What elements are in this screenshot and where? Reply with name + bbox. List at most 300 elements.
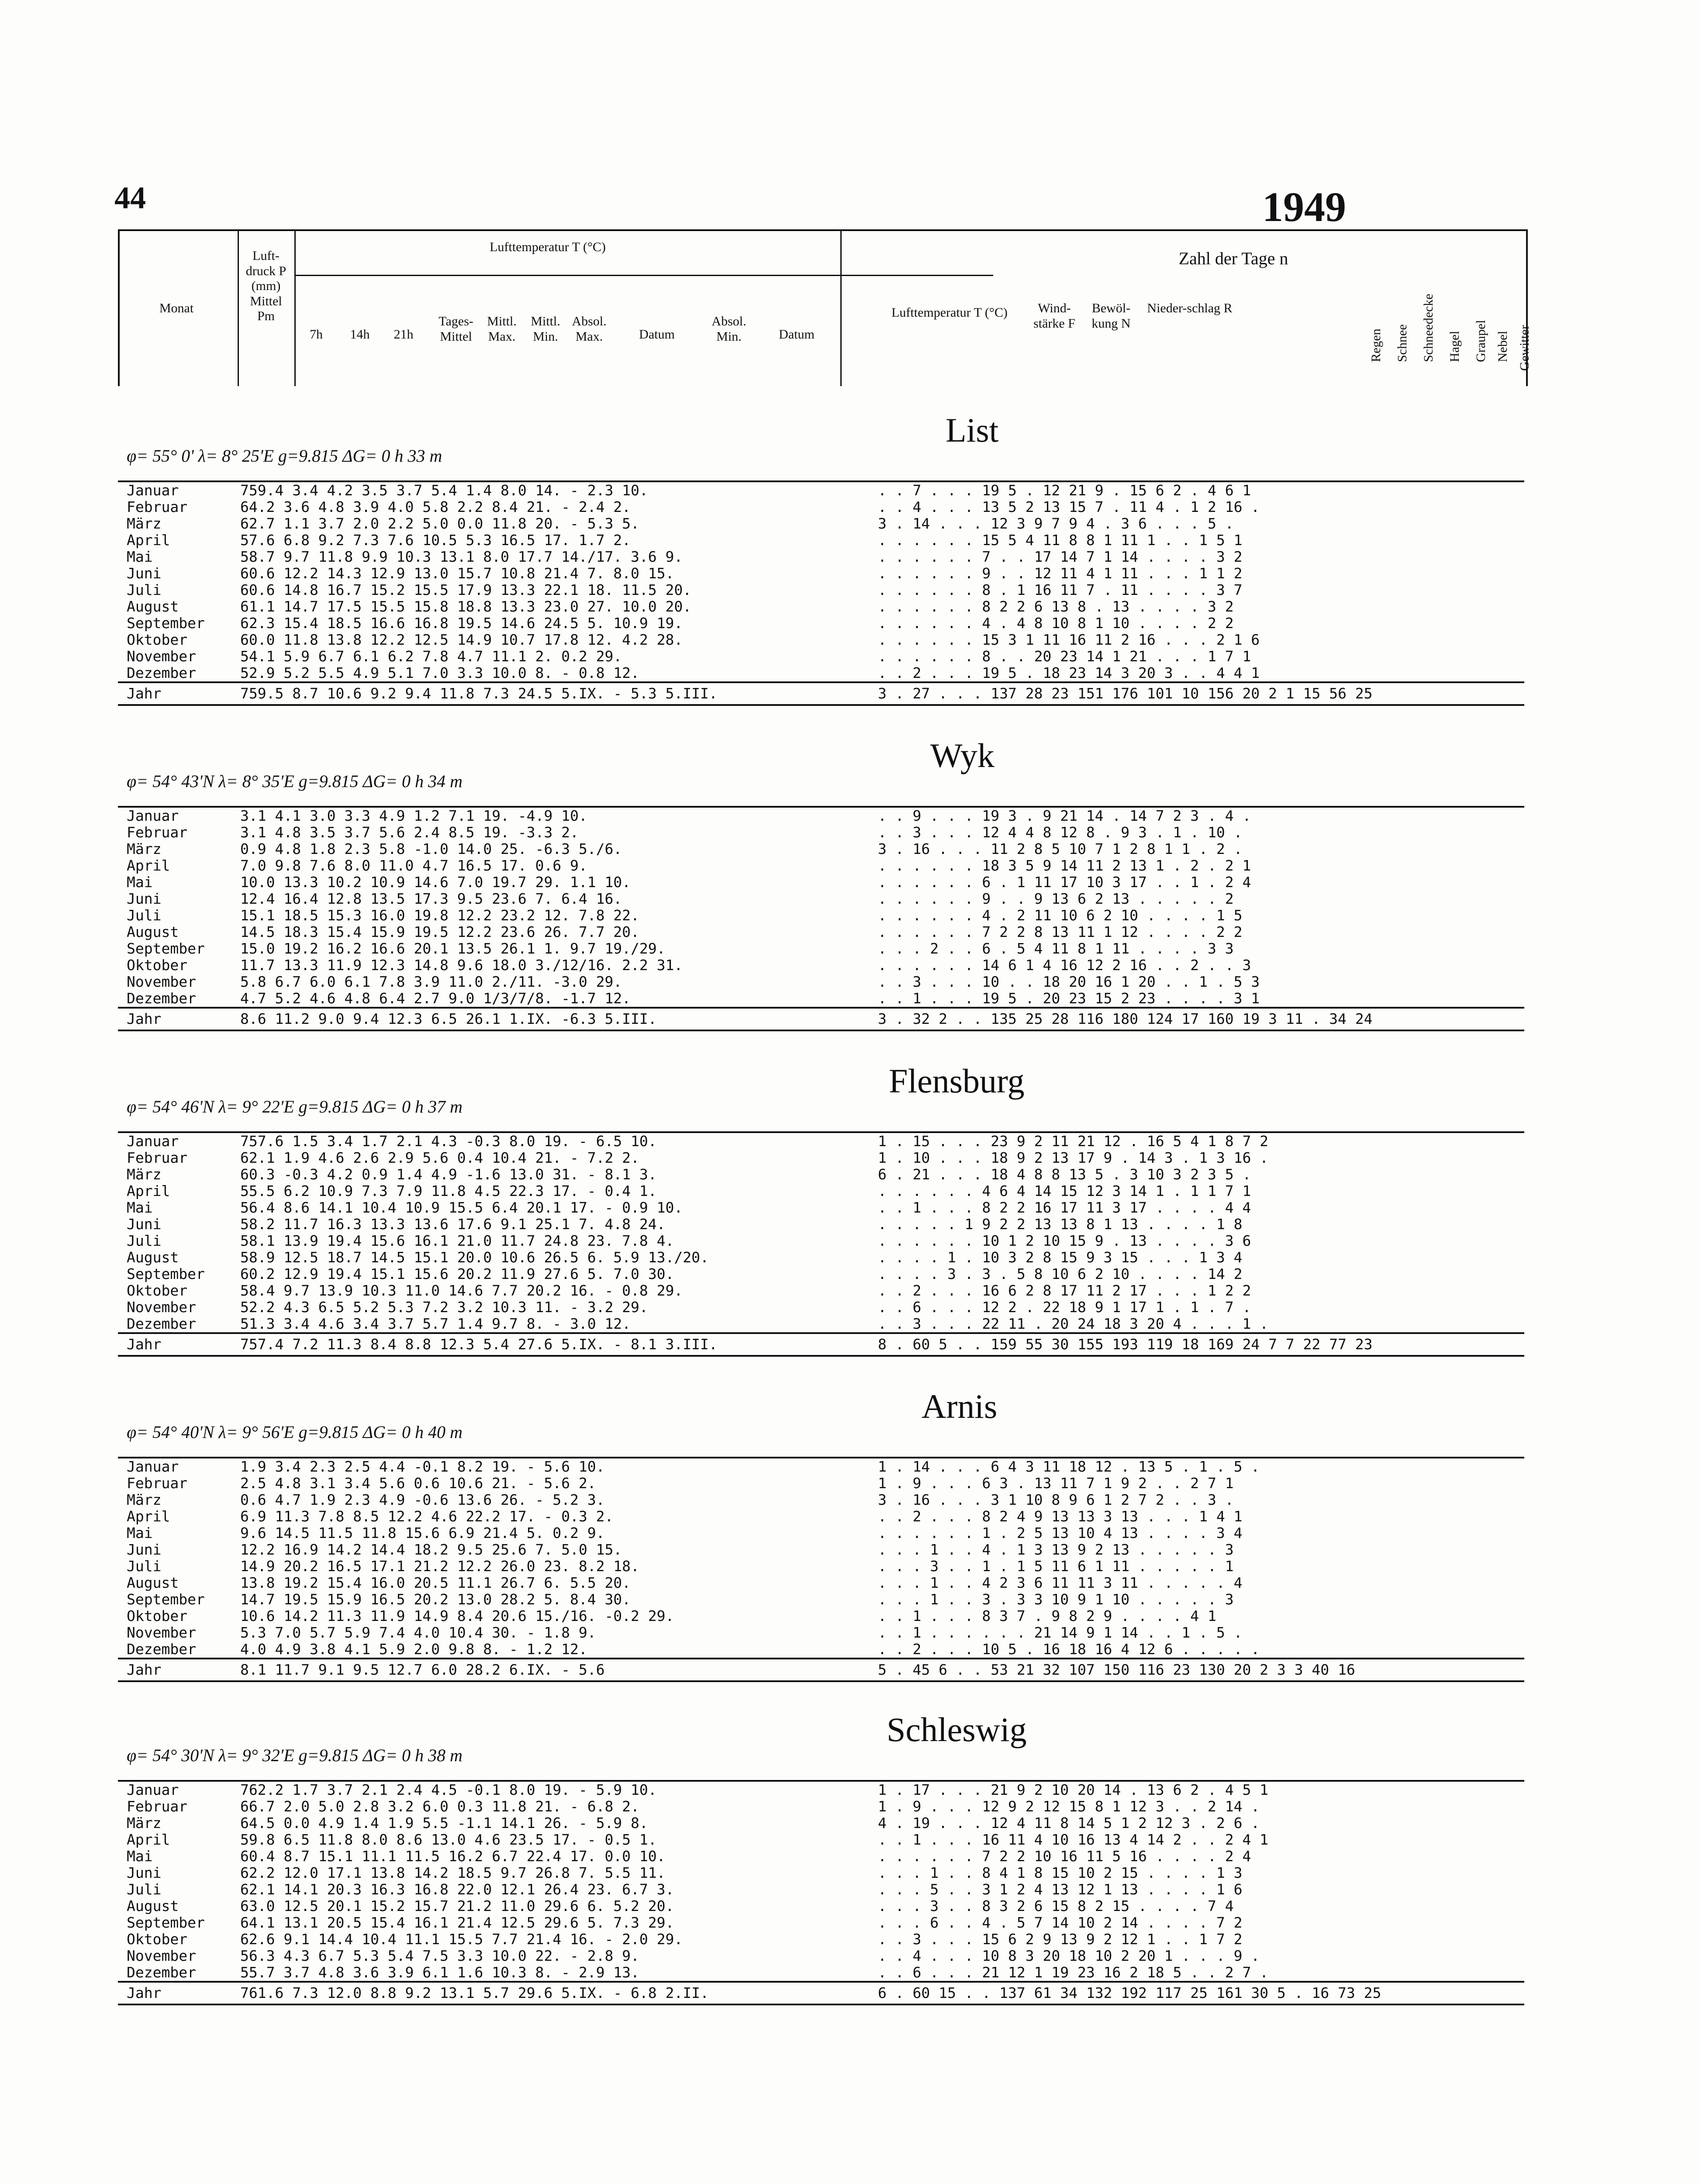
header-bewoelkung: Bewöl-kung N xyxy=(1091,301,1131,331)
station-table xyxy=(118,1457,1524,1682)
table-row xyxy=(118,532,1524,549)
temperature-values: 60.6 12.2 14.3 12.9 13.0 15.7 10.8 21.4 7. 8.0 15. xyxy=(240,565,674,582)
month-label: März xyxy=(127,1166,162,1183)
temperature-values: 63.0 12.5 20.1 15.2 15.7 21.2 11.0 29.6 6. 5.2 20. xyxy=(240,1897,674,1914)
temperature-values: 55.7 3.7 4.8 3.6 3.9 6.1 1.6 10.3 8. - 2.9 13. xyxy=(240,1964,639,1981)
day-counts: . . 2 . . . 16 6 2 8 17 11 2 17 . . . 1 2 2 xyxy=(878,1282,1251,1299)
temperature-values: 54.1 5.9 6.7 6.1 6.2 7.8 4.7 11.1 2. 0.2 29. xyxy=(240,648,622,665)
station-name: Wyk xyxy=(930,736,995,774)
temperature-values: 12.2 16.9 14.2 14.4 18.2 9.5 25.6 7. 5.0 15. xyxy=(240,1541,622,1558)
day-counts: . . 9 . . . 19 3 . 9 21 14 . 14 7 2 3 . 4 . xyxy=(878,807,1251,824)
month-label: Juli xyxy=(127,1232,162,1249)
month-label: Januar xyxy=(127,1781,179,1798)
month-label: Dezember xyxy=(127,1641,196,1658)
station-coordinates: φ= 55° 0' λ= 8° 25'E g=9.815 ΔG= 0 h 33 m xyxy=(127,446,442,466)
temperature-values: 60.3 -0.3 4.2 0.9 1.4 4.9 -1.6 13.0 31. - 8.1 3. xyxy=(240,1166,657,1183)
table-row xyxy=(118,1458,1524,1475)
month-label: Mai xyxy=(127,1524,153,1541)
month-label: Dezember xyxy=(127,1964,196,1981)
month-label: März xyxy=(127,840,162,857)
temperature-values: 8.1 11.7 9.1 9.5 12.7 6.0 28.2 6.IX. - 5.6 xyxy=(240,1661,605,1678)
table-row xyxy=(118,874,1524,891)
table-row xyxy=(118,515,1524,532)
month-label: Dezember xyxy=(127,1315,196,1332)
table-row xyxy=(118,924,1524,940)
temperature-values: 761.6 7.3 12.0 8.8 9.2 13.1 5.7 29.6 5.IX. - 6.8 2.II. xyxy=(240,1984,709,2001)
month-label: Juli xyxy=(127,1558,162,1575)
temperature-values: 15.0 19.2 16.2 16.6 20.1 13.5 26.1 1. 9.7 19./29. xyxy=(240,940,666,957)
temperature-values: 11.7 13.3 11.9 12.3 14.8 9.6 18.0 3./12/16. 2.2 31. xyxy=(240,957,683,974)
temperature-values: 4.0 4.9 3.8 4.1 5.9 2.0 9.8 8. - 1.2 12. xyxy=(240,1641,587,1658)
table-row xyxy=(118,1199,1524,1216)
temperature-values: 3.1 4.8 3.5 3.7 5.6 2.4 8.5 19. -3.3 2. xyxy=(240,824,579,841)
header-7h: 7h xyxy=(310,327,323,342)
table-row xyxy=(118,1216,1524,1233)
table-row xyxy=(118,482,1524,499)
month-label: Oktober xyxy=(127,1282,188,1299)
table-row xyxy=(118,1316,1524,1332)
temperature-values: 60.4 8.7 15.1 11.1 11.5 16.2 6.7 22.4 17. 0.0 10. xyxy=(240,1848,666,1865)
month-label: Februar xyxy=(127,1475,188,1492)
temperature-values: 8.6 11.2 9.0 9.4 12.3 6.5 26.1 1.IX. -6.3 5.III. xyxy=(240,1010,657,1027)
day-counts: . . . 5 . . 3 1 2 4 13 12 1 13 . . . . 1 6 xyxy=(878,1881,1243,1898)
temperature-values: 14.9 20.2 16.5 17.1 21.2 12.2 26.0 23. 8.2 18. xyxy=(240,1558,639,1575)
station-coordinates: φ= 54° 40'N λ= 9° 56'E g=9.815 ΔG= 0 h 40 m xyxy=(127,1422,463,1442)
month-label: Oktober xyxy=(127,1607,188,1624)
day-counts: . . . . . . 1 . 2 5 13 10 4 13 . . . . 3 4 xyxy=(878,1524,1243,1541)
month-label: März xyxy=(127,1814,162,1832)
day-counts: . . . . . . 8 . . 20 23 14 1 21 . . . 1 7 1 xyxy=(878,648,1251,665)
header-hagel: Hagel xyxy=(1447,331,1462,362)
temperature-values: 60.2 12.9 19.4 15.1 15.6 20.2 11.9 27.6 5. 7.0 30. xyxy=(240,1265,674,1282)
day-counts: 3 . 16 . . . 3 1 10 8 9 6 1 2 7 2 . . 3 . xyxy=(878,1491,1234,1508)
day-counts: . . 1 . . . 8 3 7 . 9 8 2 9 . . . . 4 1 xyxy=(878,1607,1216,1624)
day-counts: . . 1 . . . 19 5 . 20 23 15 2 23 . . . . 3 1 xyxy=(878,990,1260,1007)
station-coordinates: φ= 54° 30'N λ= 9° 32'E g=9.815 ΔG= 0 h 38 m xyxy=(127,1745,463,1765)
day-counts: . . . . . . 7 2 2 8 13 11 1 12 . . . . 2 2 xyxy=(878,923,1243,940)
month-label: September xyxy=(127,940,205,957)
station-table xyxy=(118,480,1524,706)
table-row xyxy=(118,957,1524,974)
day-counts: . . . . 1 . 10 3 2 8 15 9 3 15 . . . 1 3 4 xyxy=(878,1249,1243,1266)
temperature-values: 10.6 14.2 11.3 11.9 14.9 8.4 20.6 15./16. -0.2 29. xyxy=(240,1607,674,1624)
month-label: März xyxy=(127,1491,162,1508)
month-label: April xyxy=(127,1831,170,1848)
table-row xyxy=(118,1150,1524,1166)
table-row xyxy=(118,824,1524,841)
temperature-values: 0.9 4.8 1.8 2.3 5.8 -1.0 14.0 25. -6.3 5./6. xyxy=(240,840,622,857)
year-row xyxy=(118,1658,1524,1682)
table-row xyxy=(118,1475,1524,1492)
day-counts: . . 6 . . . 12 2 . 22 18 9 1 17 1 . 1 . 7 . xyxy=(878,1299,1251,1316)
header-lufttemperatur: Lufttemperatur T (°C) xyxy=(490,240,606,254)
month-label: Dezember xyxy=(127,664,196,681)
table-row xyxy=(118,632,1524,648)
table-row xyxy=(118,615,1524,632)
temperature-values: 62.2 12.0 17.1 13.8 14.2 18.5 9.7 26.8 7. 5.5 11. xyxy=(240,1864,666,1881)
month-label: April xyxy=(127,857,170,874)
day-counts: . . . . . . 10 1 2 10 15 9 . 13 . . . . 3 6 xyxy=(878,1232,1251,1249)
station-name: List xyxy=(946,411,999,449)
day-counts: . . 1 . . . . . . 21 14 9 1 14 . . 1 . 5 . xyxy=(878,1624,1243,1641)
month-label: Oktober xyxy=(127,631,188,648)
day-counts: . . . . . . 18 3 5 9 14 11 2 13 1 . 2 . 2 1 xyxy=(878,857,1251,874)
header-absol-min: Absol. Min. xyxy=(711,314,746,344)
temperature-values: 1.9 3.4 2.3 2.5 4.4 -0.1 8.2 19. - 5.6 10. xyxy=(240,1458,605,1475)
day-counts: 3 . 16 . . . 11 2 8 5 10 7 1 2 8 1 1 . 2 . xyxy=(878,840,1243,857)
table-row xyxy=(118,1233,1524,1249)
day-counts: . . . 1 . . 3 . 3 3 10 9 1 10 . . . . . 3 xyxy=(878,1591,1234,1608)
table-row xyxy=(118,990,1524,1007)
day-counts: 3 . 27 . . . 137 28 23 151 176 101 10 156 20 2 1 15 56 25 xyxy=(878,685,1373,702)
table-row xyxy=(118,841,1524,857)
temperature-values: 7.0 9.8 7.6 8.0 11.0 4.7 16.5 17. 0.6 9. xyxy=(240,857,587,874)
month-label: August xyxy=(127,1249,179,1266)
temperature-values: 4.7 5.2 4.6 4.8 6.4 2.7 9.0 1/3/7/8. -1.7 12. xyxy=(240,990,631,1007)
station-coordinates: φ= 54° 43'N λ= 8° 35'E g=9.815 ΔG= 0 h 34 m xyxy=(127,771,463,791)
station-name: Flensburg xyxy=(889,1062,1025,1100)
day-counts: . . 1 . . . 8 2 2 16 17 11 3 17 . . . . 4 4 xyxy=(878,1199,1251,1216)
month-label: Jahr xyxy=(127,1010,162,1027)
temperature-values: 759.5 8.7 10.6 9.2 9.4 11.8 7.3 24.5 5.IX. - 5.3 5.III. xyxy=(240,685,718,702)
table-row xyxy=(118,1881,1524,1898)
month-label: November xyxy=(127,973,196,990)
table-row xyxy=(118,549,1524,565)
table-row xyxy=(118,499,1524,515)
table-row xyxy=(118,565,1524,582)
table-row xyxy=(118,665,1524,681)
table-row xyxy=(118,940,1524,957)
month-label: Juni xyxy=(127,1216,162,1233)
day-counts: . . . . 3 . 3 . 5 8 10 6 2 10 . . . . 14 2 xyxy=(878,1265,1243,1282)
temperature-values: 757.6 1.5 3.4 1.7 2.1 4.3 -0.3 8.0 19. - 6.5 10. xyxy=(240,1133,657,1150)
day-counts: . . 4 . . . 13 5 2 13 15 7 . 11 4 . 1 2 16 . xyxy=(878,498,1260,515)
month-label: Jahr xyxy=(127,685,162,702)
temperature-values: 62.6 9.1 14.4 10.4 11.1 15.5 7.7 21.4 16. - 2.0 29. xyxy=(240,1931,683,1948)
day-counts: 1 . 10 . . . 18 9 2 13 17 9 . 14 3 . 1 3 16 . xyxy=(878,1149,1269,1166)
table-row xyxy=(118,1815,1524,1832)
day-counts: 4 . 19 . . . 12 4 11 8 14 5 1 2 12 3 . 2 6 . xyxy=(878,1814,1260,1832)
header-monat: Monat xyxy=(159,301,194,315)
temperature-values: 58.1 13.9 19.4 15.6 16.1 21.0 11.7 24.8 23. 7.8 4. xyxy=(240,1232,674,1249)
table-row xyxy=(118,891,1524,907)
table-row xyxy=(118,1492,1524,1508)
month-label: Februar xyxy=(127,498,188,515)
day-counts: . . . . . . 6 . 1 11 17 10 3 17 . . 1 . 2 4 xyxy=(878,874,1251,891)
header-absol-max: Absol. Max. xyxy=(572,314,607,344)
month-label: Juli xyxy=(127,1881,162,1898)
day-counts: . . 7 . . . 19 5 . 12 21 9 . 15 6 2 . 4 6 1 xyxy=(878,482,1251,499)
table-row xyxy=(118,1914,1524,1931)
header-windstaerke: Wind-stärke F xyxy=(1033,301,1075,331)
table-row xyxy=(118,582,1524,598)
header-graupel: Graupel xyxy=(1474,320,1488,362)
month-label: Januar xyxy=(127,1458,179,1475)
month-label: September xyxy=(127,1265,205,1282)
day-counts: . . . 3 . . 8 3 2 6 15 8 2 15 . . . . 7 4 xyxy=(878,1897,1234,1914)
header-21h: 21h xyxy=(394,327,414,342)
table-row xyxy=(118,1558,1524,1575)
temperature-values: 5.8 6.7 6.0 6.1 7.8 3.9 11.0 2./11. -3.0 29. xyxy=(240,973,622,990)
header-luftdruck: Luft-druck P (mm) Mittel Pm xyxy=(245,249,287,323)
day-counts: . . . . . . 4 . 4 8 10 8 1 10 . . . . 2 2 xyxy=(878,615,1234,632)
header-nebel: Nebel xyxy=(1495,331,1510,362)
year-row xyxy=(118,681,1524,706)
header-zahl-der-tage: Zahl der Tage n xyxy=(1178,249,1288,268)
day-counts: . . 1 . . . 16 11 4 10 16 13 4 14 2 . . 2 4 1 xyxy=(878,1831,1269,1848)
table-row xyxy=(118,974,1524,990)
day-counts: . . 2 . . . 8 2 4 9 13 13 3 13 . . . 1 4 1 xyxy=(878,1508,1243,1525)
temperature-values: 58.9 12.5 18.7 14.5 15.1 20.0 10.6 26.5 6. 5.9 13./20. xyxy=(240,1249,709,1266)
temperature-values: 14.7 19.5 15.9 16.5 20.2 13.0 28.2 5. 8.4 30. xyxy=(240,1591,631,1608)
day-counts: . . . . . . 14 6 1 4 16 12 2 16 . . 2 . . 3 xyxy=(878,957,1251,974)
header-mittl-max: Mittl. Max. xyxy=(487,314,517,344)
header-gewitter: Gewitter xyxy=(1517,325,1532,371)
year-row xyxy=(118,1007,1524,1031)
day-counts: 1 . 9 . . . 12 9 2 12 15 8 1 12 3 . . 2 14 . xyxy=(878,1798,1260,1815)
temperature-values: 12.4 16.4 12.8 13.5 17.3 9.5 23.6 7. 6.4 16. xyxy=(240,890,622,907)
day-counts: . . . . . 1 9 2 2 13 13 8 1 13 . . . . 1 8 xyxy=(878,1216,1243,1233)
month-label: Oktober xyxy=(127,957,188,974)
table-row xyxy=(118,1624,1524,1641)
temperature-values: 759.4 3.4 4.2 3.5 3.7 5.4 1.4 8.0 14. - 2.3 10. xyxy=(240,482,648,499)
month-label: Jahr xyxy=(127,1984,162,2001)
station-name: Schleswig xyxy=(887,1711,1027,1749)
station-table xyxy=(118,806,1524,1031)
header-lt-sub: Lufttemperatur T (°C) xyxy=(891,305,1008,320)
day-counts: . . . . . . 8 . 1 16 11 7 . 11 . . . . 3 7 xyxy=(878,581,1243,598)
month-label: August xyxy=(127,923,179,940)
temperature-values: 58.2 11.7 16.3 13.3 13.6 17.6 9.1 25.1 7. 4.8 24. xyxy=(240,1216,666,1233)
month-label: Mai xyxy=(127,874,153,891)
day-counts: . . . . . . 4 6 4 14 15 12 3 14 1 . 1 1 7 1 xyxy=(878,1182,1251,1199)
temperature-values: 55.5 6.2 10.9 7.3 7.9 11.8 4.5 22.3 17. - 0.4 1. xyxy=(240,1182,657,1199)
day-counts: . . . . . . 7 2 2 10 16 11 5 16 . . . . 2 4 xyxy=(878,1848,1251,1865)
temperature-values: 757.4 7.2 11.3 8.4 8.8 12.3 5.4 27.6 5.IX. - 8.1 3.III. xyxy=(240,1336,718,1353)
table-row xyxy=(118,1948,1524,1964)
table-row xyxy=(118,1575,1524,1591)
table-row xyxy=(118,1591,1524,1608)
temperature-values: 6.9 11.3 7.8 8.5 12.2 4.6 22.2 17. - 0.3 2. xyxy=(240,1508,614,1525)
header-mittl-min: Mittl. Min. xyxy=(531,314,560,344)
day-counts: 1 . 17 . . . 21 9 2 10 20 14 . 13 6 2 . 4 5 1 xyxy=(878,1781,1269,1798)
temperature-values: 59.8 6.5 11.8 8.0 8.6 13.0 4.6 23.5 17. - 0.5 1. xyxy=(240,1831,657,1848)
day-counts: . . . . . . 9 . . 9 13 6 2 13 . . . . . 2 xyxy=(878,890,1234,907)
temperature-values: 64.2 3.6 4.8 3.9 4.0 5.8 2.2 8.4 21. - 2.4 2. xyxy=(240,498,631,515)
day-counts: . . . . . . 7 . . 17 14 7 1 14 . . . . 3 2 xyxy=(878,548,1243,565)
temperature-values: 58.4 9.7 13.9 10.3 11.0 14.6 7.7 20.2 16. - 0.8 29. xyxy=(240,1282,683,1299)
station-table xyxy=(118,1780,1524,2005)
day-counts: . . 3 . . . 15 6 2 9 13 9 2 12 1 . . 1 7 2 xyxy=(878,1931,1243,1948)
temperature-values: 58.7 9.7 11.8 9.9 10.3 13.1 8.0 17.7 14./17. 3.6 9. xyxy=(240,548,683,565)
day-counts: . . . 1 . . 8 4 1 8 15 10 2 15 . . . . 1 3 xyxy=(878,1864,1243,1881)
table-header xyxy=(118,229,1532,386)
month-label: Mai xyxy=(127,1848,153,1865)
month-label: Juni xyxy=(127,890,162,907)
month-label: Januar xyxy=(127,1133,179,1150)
table-row xyxy=(118,1266,1524,1282)
table-row xyxy=(118,808,1524,824)
table-row xyxy=(118,1133,1524,1150)
table-row xyxy=(118,1782,1524,1798)
temperature-values: 3.1 4.1 3.0 3.3 4.9 1.2 7.1 19. -4.9 10. xyxy=(240,807,587,824)
temperature-values: 13.8 19.2 15.4 16.0 20.5 11.1 26.7 6. 5.5 20. xyxy=(240,1574,631,1591)
temperature-values: 62.3 15.4 18.5 16.6 16.8 19.5 14.6 24.5 5. 10.9 19. xyxy=(240,615,683,632)
day-counts: 1 . 15 . . . 23 9 2 11 21 12 . 16 5 4 1 8 7 2 xyxy=(878,1133,1269,1150)
header-datum-max: Datum xyxy=(639,327,675,342)
station-table xyxy=(118,1131,1524,1357)
temperature-values: 60.6 14.8 16.7 15.2 15.5 17.9 13.3 22.1 18. 11.5 20. xyxy=(240,581,692,598)
year-row xyxy=(118,1332,1524,1357)
day-counts: 8 . 60 5 . . 159 55 30 155 193 119 18 169 24 7 7 22 77 23 xyxy=(878,1336,1373,1353)
month-label: April xyxy=(127,1182,170,1199)
month-label: Februar xyxy=(127,1798,188,1815)
header-schnee: Schnee xyxy=(1395,324,1409,362)
month-label: September xyxy=(127,1591,205,1608)
temperature-values: 60.0 11.8 13.8 12.2 12.5 14.9 10.7 17.8 12. 4.2 28. xyxy=(240,631,683,648)
month-label: Mai xyxy=(127,548,153,565)
header-schneedecke: Schneedecke xyxy=(1421,294,1436,362)
temperature-values: 14.5 18.3 15.4 15.9 19.5 12.2 23.6 26. 7.7 20. xyxy=(240,923,639,940)
month-label: November xyxy=(127,1624,196,1641)
month-label: Januar xyxy=(127,807,179,824)
table-row xyxy=(118,1541,1524,1558)
temperature-values: 57.6 6.8 9.2 7.3 7.6 10.5 5.3 16.5 17. 1.7 2. xyxy=(240,532,631,549)
temperature-values: 762.2 1.7 3.7 2.1 2.4 4.5 -0.1 8.0 19. - 5.9 10. xyxy=(240,1781,657,1798)
day-counts: 6 . 21 . . . 18 4 8 8 13 5 . 3 10 3 2 3 5 . xyxy=(878,1166,1251,1183)
day-counts: 5 . 45 6 . . 53 21 32 107 150 116 23 130 20 2 3 3 40 16 xyxy=(878,1661,1355,1678)
day-counts: 3 . 32 2 . . 135 25 28 116 180 124 17 160 19 3 11 . 34 24 xyxy=(878,1010,1373,1027)
month-label: April xyxy=(127,532,170,549)
table-row xyxy=(118,1964,1524,1981)
table-row xyxy=(118,1299,1524,1316)
table-row xyxy=(118,857,1524,874)
day-counts: . . 6 . . . 21 12 1 19 23 16 2 18 5 . . 2 7 . xyxy=(878,1964,1269,1981)
temperature-values: 62.1 14.1 20.3 16.3 16.8 22.0 12.1 26.4 23. 6.7 3. xyxy=(240,1881,674,1898)
temperature-values: 52.9 5.2 5.5 4.9 5.1 7.0 3.3 10.0 8. - 0.8 12. xyxy=(240,664,639,681)
day-counts: . . . 1 . . 4 2 3 6 11 11 3 11 . . . . . 4 xyxy=(878,1574,1243,1591)
table-row xyxy=(118,1166,1524,1183)
table-row xyxy=(118,1183,1524,1199)
header-datum-min: Datum xyxy=(779,327,815,342)
page-year: 1949 xyxy=(1262,183,1346,230)
day-counts: . . 2 . . . 10 5 . 16 18 16 4 12 6 . . . . . xyxy=(878,1641,1260,1658)
day-counts: . . . 3 . . 1 . 1 5 11 6 1 11 . . . . . 1 xyxy=(878,1558,1234,1575)
month-label: Mai xyxy=(127,1199,153,1216)
temperature-values: 62.1 1.9 4.6 2.6 2.9 5.6 0.4 10.4 21. - 7.2 2. xyxy=(240,1149,639,1166)
table-row xyxy=(118,907,1524,924)
temperature-values: 52.2 4.3 6.5 5.2 5.3 7.2 3.2 10.3 11. - 3.2 29. xyxy=(240,1299,648,1316)
temperature-values: 61.1 14.7 17.5 15.5 15.8 18.8 13.3 23.0 27. 10.0 20. xyxy=(240,598,692,615)
day-counts: . . 3 . . . 12 4 4 8 12 8 . 9 3 . 1 . 10 . xyxy=(878,824,1243,841)
header-niederschlag: Nieder-schlag R xyxy=(1147,301,1233,315)
table-row xyxy=(118,1898,1524,1914)
month-label: Januar xyxy=(127,482,179,499)
table-row xyxy=(118,1249,1524,1266)
table-row xyxy=(118,1798,1524,1815)
month-label: Jahr xyxy=(127,1661,162,1678)
temperature-values: 66.7 2.0 5.0 2.8 3.2 6.0 0.3 11.8 21. - 6.8 2. xyxy=(240,1798,639,1815)
day-counts: 1 . 9 . . . 6 3 . 13 11 7 1 9 2 . . 2 7 1 xyxy=(878,1475,1234,1492)
temperature-values: 64.1 13.1 20.5 15.4 16.1 21.4 12.5 29.6 5. 7.3 29. xyxy=(240,1914,674,1931)
table-row xyxy=(118,598,1524,615)
month-label: Juli xyxy=(127,581,162,598)
temperature-values: 5.3 7.0 5.7 5.9 7.4 4.0 10.4 30. - 1.8 9. xyxy=(240,1624,596,1641)
day-counts: . . 4 . . . 10 8 3 20 18 10 2 20 1 . . . 9 . xyxy=(878,1947,1260,1964)
day-counts: . . . 6 . . 4 . 5 7 14 10 2 14 . . . . 7 2 xyxy=(878,1914,1243,1931)
day-counts: 1 . 14 . . . 6 4 3 11 18 12 . 13 5 . 1 . 5 . xyxy=(878,1458,1260,1475)
month-label: November xyxy=(127,1299,196,1316)
temperature-values: 64.5 0.0 4.9 1.4 1.9 5.5 -1.1 14.1 26. - 5.9 8. xyxy=(240,1814,648,1832)
month-label: November xyxy=(127,1947,196,1964)
month-label: Februar xyxy=(127,824,188,841)
month-label: Jahr xyxy=(127,1336,162,1353)
day-counts: . . . . . . 4 . 2 11 10 6 2 10 . . . . 1 5 xyxy=(878,907,1243,924)
table-row xyxy=(118,1608,1524,1624)
day-counts: 6 . 60 15 . . 137 61 34 132 192 117 25 161 30 5 . 16 73 25 xyxy=(878,1984,1381,2001)
month-label: Oktober xyxy=(127,1931,188,1948)
month-label: April xyxy=(127,1508,170,1525)
day-counts: . . . . . . 15 3 1 11 16 11 2 16 . . . 2 1 6 xyxy=(878,631,1260,648)
table-row xyxy=(118,1832,1524,1848)
table-row xyxy=(118,1848,1524,1865)
header-regen: Regen xyxy=(1369,328,1383,362)
month-label: Juni xyxy=(127,1541,162,1558)
day-counts: . . 2 . . . 19 5 . 18 23 14 3 20 3 . . 4 4 1 xyxy=(878,664,1260,681)
table-row xyxy=(118,1282,1524,1299)
year-row xyxy=(118,1981,1524,2005)
day-counts: . . . . . . 15 5 4 11 8 8 1 11 1 . . 1 5 1 xyxy=(878,532,1243,549)
table-row xyxy=(118,1525,1524,1541)
table-row xyxy=(118,1931,1524,1948)
day-counts: . . . 2 . . 6 . 5 4 11 8 1 11 . . . . 3 3 xyxy=(878,940,1234,957)
temperature-values: 56.3 4.3 6.7 5.3 5.4 7.5 3.3 10.0 22. - 2.8 9. xyxy=(240,1947,639,1964)
month-label: August xyxy=(127,1897,179,1914)
month-label: August xyxy=(127,1574,179,1591)
month-label: Juni xyxy=(127,565,162,582)
temperature-values: 0.6 4.7 1.9 2.3 4.9 -0.6 13.6 26. - 5.2 3. xyxy=(240,1491,605,1508)
month-label: Februar xyxy=(127,1149,188,1166)
temperature-values: 62.7 1.1 3.7 2.0 2.2 5.0 0.0 11.8 20. - 5.3 5. xyxy=(240,515,639,532)
month-label: August xyxy=(127,598,179,615)
day-counts: . . . . . . 9 . . 12 11 4 1 11 . . . 1 1 2 xyxy=(878,565,1243,582)
day-counts: 3 . 14 . . . 12 3 9 7 9 4 . 3 6 . . . 5 . xyxy=(878,515,1234,532)
day-counts: . . 3 . . . 10 . . 18 20 16 1 20 . . 1 . 5 3 xyxy=(878,973,1260,990)
temperature-values: 56.4 8.6 14.1 10.4 10.9 15.5 6.4 20.1 17. - 0.9 10. xyxy=(240,1199,683,1216)
month-label: Juni xyxy=(127,1864,162,1881)
temperature-values: 2.5 4.8 3.1 3.4 5.6 0.6 10.6 21. - 5.6 2. xyxy=(240,1475,596,1492)
month-label: September xyxy=(127,1914,205,1931)
day-counts: . . . 1 . . 4 . 1 3 13 9 2 13 . . . . . 3 xyxy=(878,1541,1234,1558)
month-label: Dezember xyxy=(127,990,196,1007)
table-row xyxy=(118,1865,1524,1881)
temperature-values: 15.1 18.5 15.3 16.0 19.8 12.2 23.2 12. 7.8 22. xyxy=(240,907,639,924)
station-coordinates: φ= 54° 46'N λ= 9° 22'E g=9.815 ΔG= 0 h 37 m xyxy=(127,1097,463,1116)
month-label: Juli xyxy=(127,907,162,924)
temperature-values: 51.3 3.4 4.6 3.4 3.7 5.7 1.4 9.7 8. - 3.0 12. xyxy=(240,1315,631,1332)
month-label: September xyxy=(127,615,205,632)
temperature-values: 10.0 13.3 10.2 10.9 14.6 7.0 19.7 29. 1.1 10. xyxy=(240,874,631,891)
table-row xyxy=(118,1641,1524,1658)
page-number: 44 xyxy=(114,180,146,215)
month-label: März xyxy=(127,515,162,532)
table-row xyxy=(118,648,1524,665)
table-row xyxy=(118,1508,1524,1525)
month-label: November xyxy=(127,648,196,665)
header-14h: 14h xyxy=(350,327,370,342)
temperature-values: 9.6 14.5 11.5 11.8 15.6 6.9 21.4 5. 0.2 9. xyxy=(240,1524,605,1541)
station-name: Arnis xyxy=(922,1387,998,1425)
